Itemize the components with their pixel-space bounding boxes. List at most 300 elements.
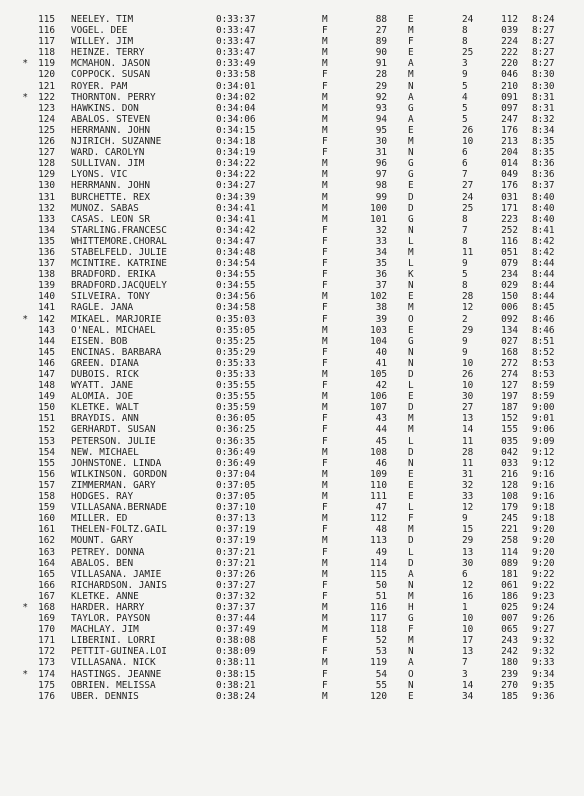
- runner-name-cell: PETERSON. JULIE: [71, 435, 156, 447]
- sex-cell: F: [322, 258, 328, 270]
- pace-cell: 9:18: [532, 513, 555, 525]
- bib-number-cell: 042: [501, 446, 518, 458]
- bib-number-cell: 210: [501, 80, 518, 92]
- table-row: [0, 413, 584, 424]
- sex-cell: F: [322, 646, 328, 658]
- pace-cell: 9:23: [532, 590, 555, 602]
- division-place-cell: 32: [375, 224, 387, 236]
- place-cell: 172: [38, 646, 55, 658]
- age-group-cell: N: [408, 280, 414, 292]
- finish-time-cell: 0:33:37: [216, 14, 256, 25]
- group-place-cell: 17: [462, 635, 474, 647]
- bib-number-cell: 180: [501, 657, 518, 669]
- sex-cell: F: [322, 136, 328, 148]
- pace-cell: 8:42: [532, 246, 555, 258]
- sex-cell: F: [322, 668, 328, 680]
- division-place-cell: 113: [370, 535, 387, 547]
- runner-name-cell: ROYER. PAM: [71, 80, 128, 92]
- group-place-cell: 7: [462, 169, 468, 181]
- age-group-cell: E: [408, 479, 414, 491]
- place-cell: 171: [38, 635, 55, 647]
- finish-time-cell: 0:35:59: [216, 402, 256, 414]
- division-place-cell: 111: [370, 491, 387, 503]
- runner-name-cell: VILLASANA. NICK: [71, 657, 156, 669]
- table-row: [0, 291, 584, 302]
- age-group-cell: A: [408, 58, 414, 70]
- table-row: [0, 25, 584, 36]
- age-group-cell: F: [408, 513, 414, 525]
- sex-cell: F: [322, 224, 328, 236]
- finish-time-cell: 0:34:19: [216, 147, 256, 159]
- division-place-cell: 101: [370, 213, 387, 225]
- bib-number-cell: 033: [501, 457, 518, 469]
- place-cell: 140: [38, 291, 55, 303]
- sex-cell: F: [322, 147, 328, 159]
- pace-cell: 8:44: [532, 280, 555, 292]
- age-group-cell: E: [408, 468, 414, 480]
- runner-name-cell: GERHARDT. SUSAN: [71, 424, 156, 436]
- sex-cell: F: [322, 413, 328, 425]
- place-cell: 173: [38, 657, 55, 669]
- bib-number-cell: 239: [501, 668, 518, 680]
- place-cell: 175: [38, 679, 55, 691]
- place-cell: 174: [38, 668, 55, 680]
- bib-number-cell: 185: [501, 690, 518, 702]
- pace-cell: 8:35: [532, 147, 555, 159]
- age-group-cell: F: [408, 36, 414, 48]
- place-cell: 125: [38, 124, 55, 136]
- finish-time-cell: 0:37:26: [216, 568, 256, 580]
- group-place-cell: 2: [462, 313, 468, 325]
- table-row: [0, 214, 584, 225]
- group-place-cell: 13: [462, 546, 474, 558]
- age-group-cell: M: [408, 302, 414, 314]
- place-cell: 158: [38, 491, 55, 503]
- division-place-cell: 46: [375, 457, 387, 469]
- bib-number-cell: 150: [501, 291, 518, 303]
- pace-cell: 9:22: [532, 568, 555, 580]
- table-row: [0, 314, 584, 325]
- runner-name-cell: UBER. DENNIS: [71, 690, 139, 702]
- finish-time-cell: 0:33:49: [216, 58, 256, 70]
- group-place-cell: 12: [462, 502, 474, 514]
- age-group-cell: E: [408, 690, 414, 702]
- division-place-cell: 40: [375, 346, 387, 358]
- place-cell: 147: [38, 369, 55, 380]
- sex-cell: M: [322, 402, 328, 414]
- sex-cell: F: [322, 635, 328, 647]
- division-place-cell: 97: [375, 169, 387, 181]
- bib-number-cell: 176: [501, 180, 518, 192]
- runner-name-cell: HERRMANN. JOHN: [71, 180, 151, 192]
- bib-number-cell: 213: [501, 136, 518, 148]
- place-cell: 135: [38, 235, 55, 247]
- age-group-cell: N: [408, 357, 414, 369]
- pace-cell: 8:31: [532, 102, 555, 114]
- place-cell: 130: [38, 180, 55, 192]
- runner-name-cell: MUNOZ. SABAS: [71, 202, 139, 214]
- finish-time-cell: 0:36:49: [216, 457, 256, 469]
- table-row: [0, 269, 584, 280]
- group-place-cell: 29: [462, 324, 474, 336]
- finish-time-cell: 0:34:06: [216, 113, 256, 125]
- table-row: [0, 380, 584, 391]
- sex-cell: M: [322, 468, 328, 480]
- bib-number-cell: 065: [501, 624, 518, 636]
- group-place-cell: 5: [462, 113, 468, 125]
- table-row: [0, 502, 584, 513]
- age-group-cell: E: [408, 47, 414, 59]
- age-group-cell: H: [408, 601, 414, 613]
- place-cell: 123: [38, 102, 55, 114]
- age-group-cell: N: [408, 579, 414, 591]
- runner-name-cell: MCINTIRE. KATRINE: [71, 258, 167, 270]
- runner-name-cell: BRADFORD.JACQUELY: [71, 280, 167, 292]
- group-place-cell: 10: [462, 613, 474, 625]
- runner-name-cell: VILLASANA.BERNADE: [71, 502, 167, 514]
- pace-cell: 8:59: [532, 391, 555, 403]
- age-group-cell: G: [408, 102, 414, 114]
- pace-cell: 9:20: [532, 535, 555, 547]
- bib-number-cell: 242: [501, 646, 518, 658]
- place-cell: 116: [38, 25, 55, 37]
- sex-cell: M: [322, 36, 328, 48]
- finish-time-cell: 0:35:55: [216, 380, 256, 392]
- group-place-cell: 9: [462, 346, 468, 358]
- finisher-mark: *: [22, 58, 28, 70]
- place-cell: 160: [38, 513, 55, 525]
- place-cell: 142: [38, 313, 55, 325]
- table-row: [0, 136, 584, 147]
- pace-cell: 8:27: [532, 58, 555, 70]
- group-place-cell: 11: [462, 246, 474, 258]
- division-place-cell: 54: [375, 668, 387, 680]
- group-place-cell: 25: [462, 202, 474, 214]
- table-row: [0, 169, 584, 180]
- age-group-cell: M: [408, 424, 414, 436]
- age-group-cell: L: [408, 258, 414, 270]
- runner-name-cell: MOUNT. GARY: [71, 535, 134, 547]
- table-row: [0, 69, 584, 80]
- bib-number-cell: 007: [501, 613, 518, 625]
- table-row: [0, 14, 584, 25]
- pace-cell: 8:42: [532, 235, 555, 247]
- division-place-cell: 102: [370, 291, 387, 303]
- age-group-cell: O: [408, 668, 414, 680]
- finish-time-cell: 0:34:47: [216, 235, 256, 247]
- group-place-cell: 1: [462, 601, 468, 613]
- division-place-cell: 49: [375, 546, 387, 558]
- bib-number-cell: 031: [501, 191, 518, 203]
- finish-time-cell: 0:34:55: [216, 280, 256, 292]
- pace-cell: 8:31: [532, 91, 555, 103]
- group-place-cell: 6: [462, 568, 468, 580]
- runner-name-cell: HARDER. HARRY: [71, 601, 145, 613]
- group-place-cell: 12: [462, 579, 474, 591]
- runner-name-cell: OBRIEN. MELISSA: [71, 679, 156, 691]
- runner-name-cell: PETTIT-GUINEA.LOI: [71, 646, 167, 658]
- group-place-cell: 7: [462, 657, 468, 669]
- group-place-cell: 8: [462, 280, 468, 292]
- division-place-cell: 94: [375, 113, 387, 125]
- table-row: [0, 391, 584, 402]
- pace-cell: 8:40: [532, 202, 555, 214]
- division-place-cell: 51: [375, 590, 387, 602]
- division-place-cell: 106: [370, 391, 387, 403]
- finish-time-cell: 0:33:47: [216, 47, 256, 59]
- finish-time-cell: 0:37:05: [216, 491, 256, 503]
- place-cell: 120: [38, 69, 55, 81]
- runner-name-cell: THELEN-FOLTZ.GAIL: [71, 524, 167, 536]
- table-row: [0, 602, 584, 613]
- table-row: [0, 203, 584, 214]
- age-group-cell: N: [408, 679, 414, 691]
- age-group-cell: N: [408, 224, 414, 236]
- runner-name-cell: HAWKINS. DON: [71, 102, 139, 114]
- age-group-cell: N: [408, 80, 414, 92]
- pace-cell: 8:51: [532, 335, 555, 347]
- finish-time-cell: 0:33:47: [216, 25, 256, 37]
- age-group-cell: D: [408, 535, 414, 547]
- pace-cell: 9:00: [532, 402, 555, 414]
- sex-cell: F: [322, 457, 328, 469]
- table-row: [0, 469, 584, 480]
- table-row: [0, 147, 584, 158]
- finisher-mark: *: [22, 601, 28, 613]
- place-cell: 170: [38, 624, 55, 636]
- age-group-cell: D: [408, 557, 414, 569]
- pace-cell: 9:20: [532, 546, 555, 558]
- finish-time-cell: 0:37:04: [216, 468, 256, 480]
- age-group-cell: O: [408, 313, 414, 325]
- runner-name-cell: HERRMANN. JOHN: [71, 124, 151, 136]
- bib-number-cell: 091: [501, 91, 518, 103]
- place-cell: 164: [38, 557, 55, 569]
- runner-name-cell: THORNTON. PERRY: [71, 91, 156, 103]
- table-row: [0, 591, 584, 602]
- age-group-cell: N: [408, 457, 414, 469]
- finish-time-cell: 0:34:22: [216, 158, 256, 170]
- bib-number-cell: 114: [501, 546, 518, 558]
- finish-time-cell: 0:36:25: [216, 424, 256, 436]
- finish-time-cell: 0:34:55: [216, 269, 256, 281]
- runner-name-cell: NJIRICH. SUZANNE: [71, 136, 162, 148]
- division-place-cell: 110: [370, 479, 387, 491]
- pace-cell: 8:35: [532, 136, 555, 148]
- age-group-cell: L: [408, 502, 414, 514]
- pace-cell: 9:27: [532, 624, 555, 636]
- finisher-mark: *: [22, 668, 28, 680]
- place-cell: 139: [38, 280, 55, 292]
- place-cell: 133: [38, 213, 55, 225]
- sex-cell: M: [322, 335, 328, 347]
- sex-cell: M: [322, 102, 328, 114]
- table-row: [0, 535, 584, 546]
- table-row: [0, 491, 584, 502]
- group-place-cell: 5: [462, 80, 468, 92]
- bib-number-cell: 128: [501, 479, 518, 491]
- age-group-cell: L: [408, 435, 414, 447]
- finish-time-cell: 0:35:33: [216, 369, 256, 380]
- division-place-cell: 36: [375, 269, 387, 281]
- finisher-mark: *: [22, 313, 28, 325]
- group-place-cell: 27: [462, 402, 474, 414]
- age-group-cell: M: [408, 590, 414, 602]
- sex-cell: M: [322, 324, 328, 336]
- place-cell: 153: [38, 435, 55, 447]
- age-group-cell: L: [408, 380, 414, 392]
- group-place-cell: 24: [462, 14, 474, 25]
- bib-number-cell: 223: [501, 213, 518, 225]
- pace-cell: 9:16: [532, 468, 555, 480]
- runner-name-cell: ABALOS. BEN: [71, 557, 134, 569]
- finish-time-cell: 0:34:15: [216, 124, 256, 136]
- group-place-cell: 10: [462, 624, 474, 636]
- sex-cell: F: [322, 579, 328, 591]
- finish-time-cell: 0:37:44: [216, 613, 256, 625]
- runner-name-cell: WILKINSON. GORDON: [71, 468, 167, 480]
- group-place-cell: 31: [462, 468, 474, 480]
- table-row: [0, 114, 584, 125]
- table-row: [0, 225, 584, 236]
- bib-number-cell: 220: [501, 58, 518, 70]
- runner-name-cell: HEINZE. TERRY: [71, 47, 145, 59]
- division-place-cell: 53: [375, 646, 387, 658]
- finish-time-cell: 0:34:54: [216, 258, 256, 270]
- bib-number-cell: 181: [501, 568, 518, 580]
- bib-number-cell: 197: [501, 391, 518, 403]
- table-row: [0, 424, 584, 435]
- runner-name-cell: STARLING.FRANCESC: [71, 224, 167, 236]
- group-place-cell: 14: [462, 679, 474, 691]
- division-place-cell: 115: [370, 568, 387, 580]
- division-place-cell: 112: [370, 513, 387, 525]
- pace-cell: 8:53: [532, 369, 555, 380]
- finish-time-cell: 0:33:58: [216, 69, 256, 81]
- division-place-cell: 120: [370, 690, 387, 702]
- place-cell: 129: [38, 169, 55, 181]
- age-group-cell: E: [408, 180, 414, 192]
- division-place-cell: 116: [370, 601, 387, 613]
- sex-cell: M: [322, 47, 328, 59]
- bib-number-cell: 097: [501, 102, 518, 114]
- pace-cell: 8:36: [532, 158, 555, 170]
- bib-number-cell: 252: [501, 224, 518, 236]
- runner-name-cell: COPPOCK. SUSAN: [71, 69, 151, 81]
- finish-time-cell: 0:34:18: [216, 136, 256, 148]
- bib-number-cell: 168: [501, 346, 518, 358]
- sex-cell: M: [322, 158, 328, 170]
- place-cell: 121: [38, 80, 55, 92]
- pace-cell: 8:37: [532, 180, 555, 192]
- division-place-cell: 48: [375, 524, 387, 536]
- sex-cell: M: [322, 369, 328, 380]
- division-place-cell: 107: [370, 402, 387, 414]
- division-place-cell: 93: [375, 102, 387, 114]
- bib-number-cell: 134: [501, 324, 518, 336]
- place-cell: 157: [38, 479, 55, 491]
- table-row: [0, 336, 584, 347]
- finish-time-cell: 0:34:48: [216, 246, 256, 258]
- finish-time-cell: 0:38:21: [216, 679, 256, 691]
- division-place-cell: 92: [375, 91, 387, 103]
- bib-number-cell: 112: [501, 14, 518, 25]
- sex-cell: F: [322, 302, 328, 314]
- runner-name-cell: RAGLE. JANA: [71, 302, 134, 314]
- group-place-cell: 32: [462, 479, 474, 491]
- group-place-cell: 3: [462, 58, 468, 70]
- group-place-cell: 3: [462, 668, 468, 680]
- table-row: [0, 458, 584, 469]
- age-group-cell: A: [408, 657, 414, 669]
- age-group-cell: N: [408, 346, 414, 358]
- table-row: [0, 92, 584, 103]
- bib-number-cell: 155: [501, 424, 518, 436]
- age-group-cell: K: [408, 269, 414, 281]
- table-row: [0, 680, 584, 691]
- bib-number-cell: 245: [501, 513, 518, 525]
- finish-time-cell: 0:37:37: [216, 601, 256, 613]
- table-row: [0, 669, 584, 680]
- pace-cell: 8:53: [532, 357, 555, 369]
- bib-number-cell: 092: [501, 313, 518, 325]
- pace-cell: 9:06: [532, 424, 555, 436]
- age-group-cell: E: [408, 324, 414, 336]
- finish-time-cell: 0:37:13: [216, 513, 256, 525]
- sex-cell: M: [322, 491, 328, 503]
- age-group-cell: F: [408, 624, 414, 636]
- pace-cell: 9:34: [532, 668, 555, 680]
- bib-number-cell: 049: [501, 169, 518, 181]
- division-place-cell: 105: [370, 369, 387, 380]
- table-row: [0, 369, 584, 380]
- place-cell: 127: [38, 147, 55, 159]
- age-group-cell: G: [408, 158, 414, 170]
- sex-cell: F: [322, 80, 328, 92]
- age-group-cell: E: [408, 124, 414, 136]
- runner-name-cell: KLETKE. ANNE: [71, 590, 139, 602]
- bib-number-cell: 079: [501, 258, 518, 270]
- pace-cell: 9:12: [532, 457, 555, 469]
- division-place-cell: 114: [370, 557, 387, 569]
- pace-cell: 8:24: [532, 14, 555, 25]
- finish-time-cell: 0:35:25: [216, 335, 256, 347]
- place-cell: 176: [38, 690, 55, 702]
- pace-cell: 9:01: [532, 413, 555, 425]
- sex-cell: F: [322, 357, 328, 369]
- division-place-cell: 90: [375, 47, 387, 59]
- age-group-cell: E: [408, 14, 414, 25]
- runner-name-cell: WILLEY. JIM: [71, 36, 134, 48]
- age-group-cell: M: [408, 136, 414, 148]
- runner-name-cell: BRADFORD. ERIKA: [71, 269, 156, 281]
- finish-time-cell: 0:34:58: [216, 302, 256, 314]
- sex-cell: M: [322, 14, 328, 25]
- sex-cell: F: [322, 502, 328, 514]
- table-row: [0, 36, 584, 47]
- table-row: [0, 691, 584, 702]
- group-place-cell: 16: [462, 590, 474, 602]
- bib-number-cell: 006: [501, 302, 518, 314]
- place-cell: 136: [38, 246, 55, 258]
- bib-number-cell: 171: [501, 202, 518, 214]
- pace-cell: 9:26: [532, 613, 555, 625]
- division-place-cell: 29: [375, 80, 387, 92]
- pace-cell: 9:20: [532, 557, 555, 569]
- pace-cell: 8:40: [532, 191, 555, 203]
- place-cell: 165: [38, 568, 55, 580]
- pace-cell: 9:09: [532, 435, 555, 447]
